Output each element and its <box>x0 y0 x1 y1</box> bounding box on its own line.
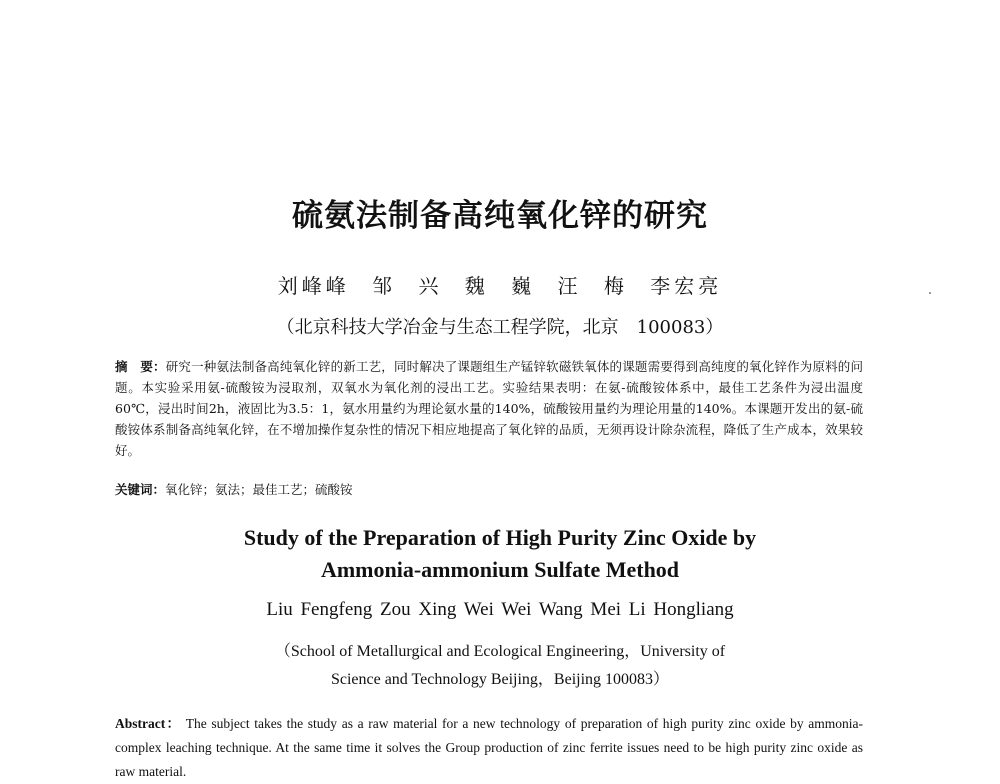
english-affiliation-line-1: （School of Metallurgical and Ecological Engineering，University of <box>274 643 726 660</box>
english-title-line-2: Ammonia-ammonium Sulfate Method <box>320 557 680 582</box>
scan-speck <box>929 292 931 294</box>
english-affiliation <box>0 638 1000 694</box>
chinese-keywords <box>115 479 863 500</box>
english-abstract-text: The subject takes the study as a raw material for a new technology of preparation of high purity zinc oxide by ammonia-complex leaching technique. At the same time it solves the Group production of zinc ferrite issues need to be high purity zinc oxide as raw material. <box>115 716 863 779</box>
english-abstract <box>115 712 863 784</box>
chinese-affiliation: （北京科技大学冶金与生态工程学院，北京 100083） <box>276 317 724 338</box>
chinese-authors: 刘峰峰 邹 兴 魏 巍 汪 梅 李宏亮 <box>277 274 723 298</box>
chinese-abstract <box>115 356 863 461</box>
english-title <box>0 522 1000 586</box>
chinese-keywords-text: 氧化锌；氨法；最佳工艺；硫酸铵 <box>165 482 353 497</box>
chinese-title: 硫氨法制备高纯氧化锌的研究 <box>292 198 708 234</box>
chinese-keywords-label: 关键词： <box>115 482 166 497</box>
english-authors: Liu Fengfeng Zou Xing Wei Wei Wang Mei Li Hongliang <box>266 599 734 620</box>
chinese-abstract-label: 摘 要： <box>115 359 166 374</box>
english-affiliation-line-2: Science and Technology Beijing，Beijing 100083） <box>330 671 670 688</box>
english-abstract-label: Abstract： <box>115 716 182 731</box>
chinese-abstract-text: 研究一种氨法制备高纯氧化锌的新工艺，同时解决了课题组生产锰锌软磁铁氧体的课题需要得到高纯度的氧化锌作为原料的问题。本实验采用氨-硫酸铵为浸取剂，双氧水为氧化剂的浸出工艺。实验结果表明：在氨-硫酸铵体系中，最佳工艺条件为浸出温度60℃，浸出时间2h，液固比为3.5：1，氨水用量约为理论氨水量的140%，硫酸铵用量约为理论用量的140%。本课题开发出的氨-硫酸铵体系制备高纯氧化锌，在不增加操作复杂性的情况下相应地提高了氧化锌的品质，无须再设计除杂流程，降低了生产成本，效果较好。 <box>115 359 863 458</box>
english-title-line-1: Study of the Preparation of High Purity Zinc Oxide by <box>243 525 757 550</box>
